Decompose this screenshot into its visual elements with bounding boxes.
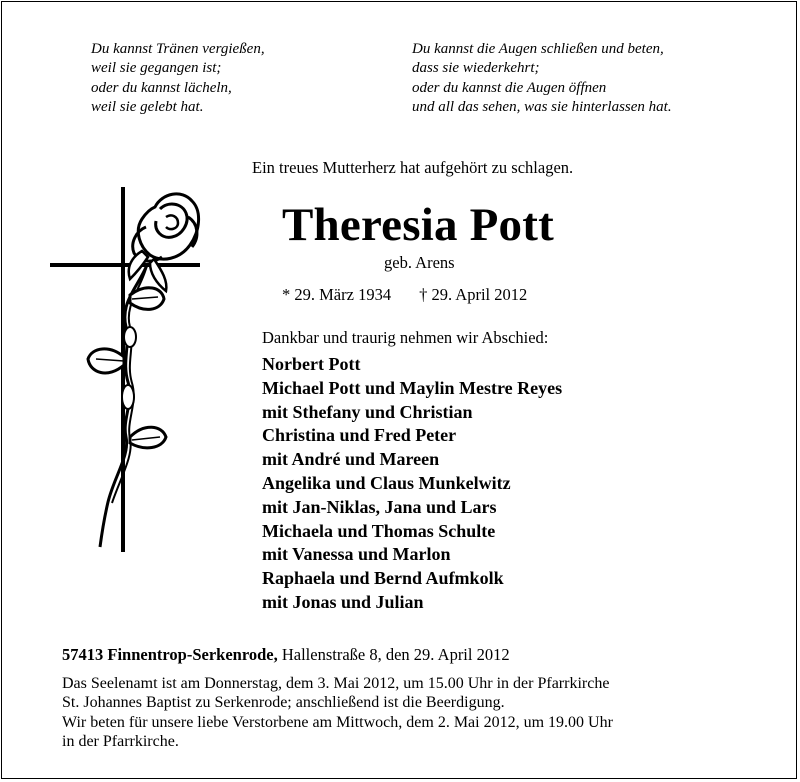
poem-line: weil sie gelebt hat. [91,98,204,115]
address-place: 57413 Finnentrop-Serkenrode, [62,645,278,664]
poem-line: dass sie wiederkehrt; [412,60,540,77]
death-date: † 29. April 2012 [419,285,528,304]
service-notice [62,674,613,751]
notice-line: in der Pfarrkirche. [62,732,179,750]
poem-line: Du kannst Tränen vergießen, [91,41,265,57]
maiden-name: geb. Arens [384,253,455,272]
family-line: mit André und Mareen [262,449,440,470]
cross-with-rose-icon [50,187,210,552]
deceased-name: Theresia Pott [282,199,554,251]
family-line: Michael Pott und Maylin Mestre Reyes [262,377,563,398]
poem-line: weil sie gegangen ist; [91,60,222,77]
address-line [62,645,510,665]
family-line: Angelika und Claus Munkelwitz [262,472,511,493]
notice-line: St. Johannes Baptist zu Serkenrode; anschließend ist die Beerdigung. [62,694,505,712]
notice-line: Das Seelenamt ist am Donnerstag, dem 3. Mai 2012, um 15.00 Uhr in der Pfarrkirche [62,675,610,692]
intro-line: Ein treues Mutterherz hat aufgehört zu schlagen. [252,158,574,177]
poem-left [91,40,265,117]
farewell-line: Dankbar und traurig nehmen wir Abschied: [262,328,549,347]
family-line: Raphaela und Bernd Aufmkolk [262,568,504,589]
poem-line: oder du kannst die Augen öffnen [412,79,607,96]
family-line: Michaela und Thomas Schulte [262,520,496,541]
poem-line: und all das sehen, was sie hinterlassen hat. [412,98,672,115]
poem-line: oder du kannst lächeln, [91,79,232,96]
notice-line: Wir beten für unsere liebe Verstorbene am Mittwoch, dem 2. Mai 2012, um 19.00 Uhr [62,713,613,731]
family-line: Christina und Fred Peter [262,425,457,446]
poem-right [412,40,672,117]
family-line: mit Vanessa und Marlon [262,544,451,565]
life-dates [282,285,527,305]
family-line: mit Sthefany und Christian [262,401,473,422]
poem-line: Du kannst die Augen schließen und beten, [412,41,664,57]
family-line: mit Jan-Niklas, Jana und Lars [262,496,497,517]
birth-date: * 29. März 1934 [282,285,392,304]
family-line: mit Jonas und Julian [262,591,424,612]
family-line: Norbert Pott [262,354,361,374]
family-list [262,353,562,615]
address-rest: Hallenstraße 8, den 29. April 2012 [281,645,510,664]
